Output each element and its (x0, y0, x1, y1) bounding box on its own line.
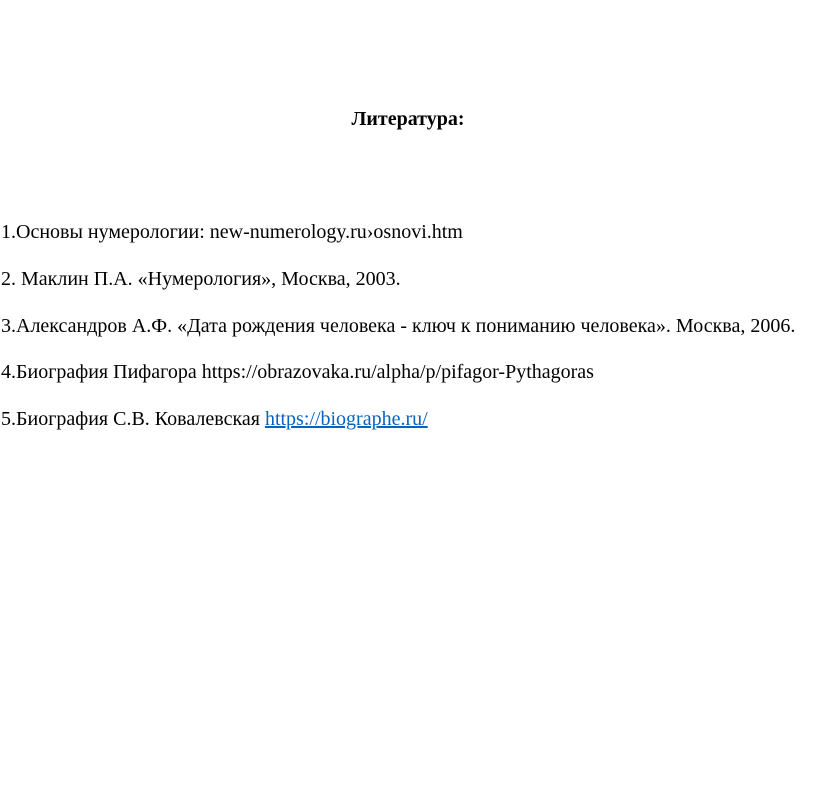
reference-text: 2. Маклин П.А. «Нумерология», Москва, 2003. (1, 268, 401, 290)
page-title: Литература: (351, 108, 465, 130)
reference-text: 4.Биография Пифагора https://obrazovaka.ru/alpha/p/pifagor-Pythagoras (1, 361, 594, 383)
reference-item-5 (1, 406, 811, 433)
reference-list (1, 219, 811, 453)
biographe-link[interactable]: https://biographe.ru/ (264, 408, 428, 430)
reference-item-1 (1, 219, 811, 246)
reference-text: 1.Основы нумерологии: new-numerology.ru›osnovi.htm (1, 221, 463, 243)
reference-item-2 (1, 266, 811, 293)
reference-text: 3.Александров А.Ф. «Дата рождения человека - ключ к пониманию человека». Москва, 2006. (1, 315, 796, 337)
reference-text: 5.Биография С.В. Ковалевская (1, 408, 265, 430)
reference-item-3 (1, 313, 811, 340)
reference-item-4 (1, 359, 811, 386)
